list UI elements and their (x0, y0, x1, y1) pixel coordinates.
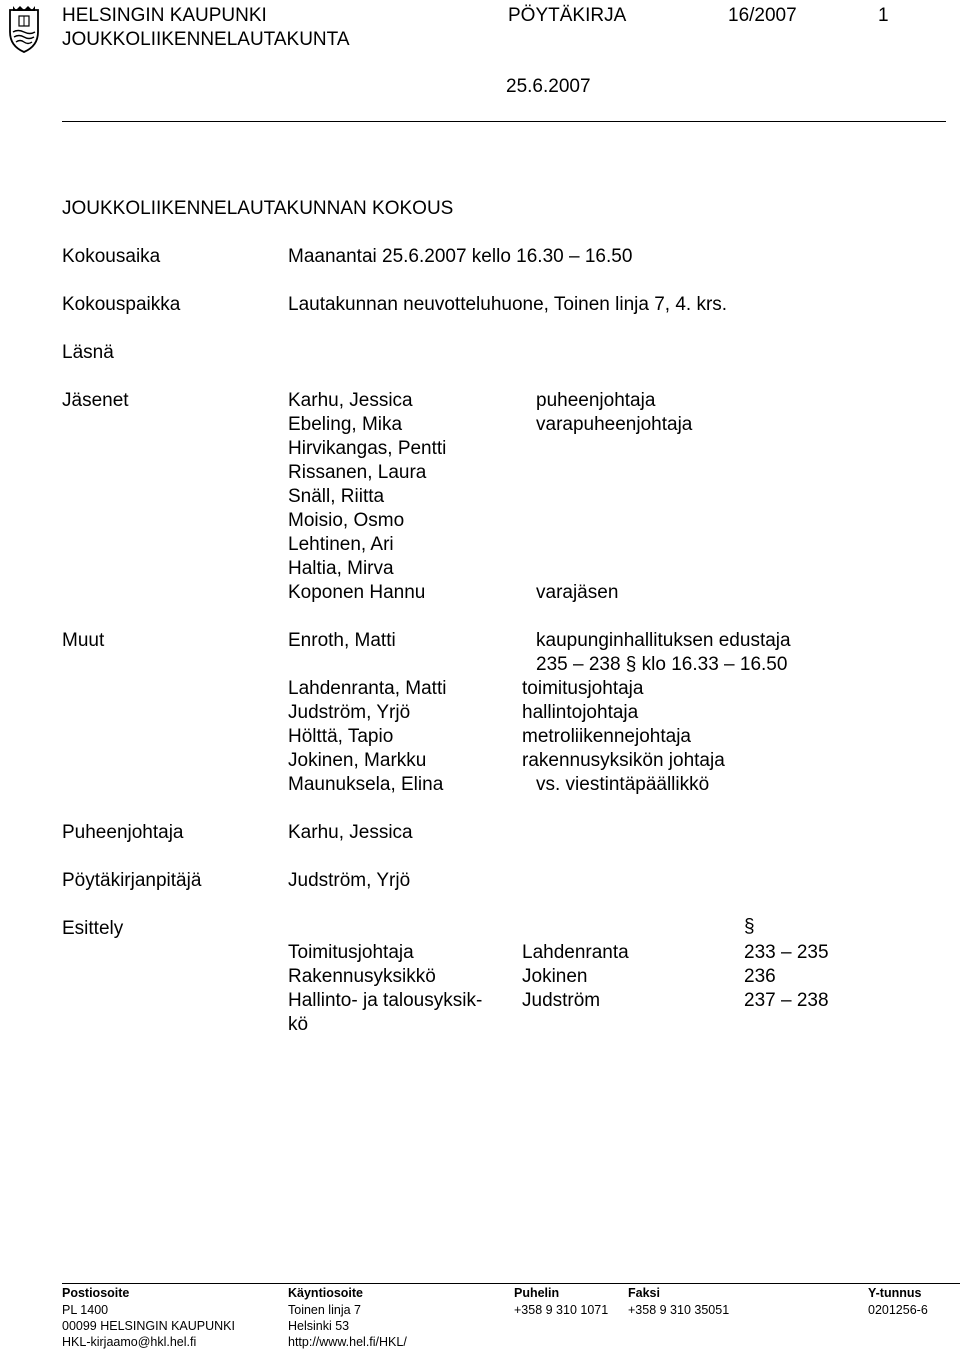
document-type: PÖYTÄKIRJA (508, 5, 627, 26)
presenter-unit: Toimitusjohtaja (288, 942, 414, 963)
member-name: Rissanen, Laura (288, 462, 427, 483)
presenter-person: Lahdenranta (522, 942, 629, 963)
presenter-sections: 237 – 238 (744, 990, 829, 1011)
presenter-unit: Rakennusyksikkö (288, 966, 436, 987)
other-role: kaupunginhallituksen edustaja (536, 630, 791, 651)
footer-postal-line: 00099 HELSINGIN KAUPUNKI (62, 1319, 235, 1333)
presenter-sections: 236 (744, 966, 776, 987)
footer-business-id: 0201256-6 (868, 1303, 928, 1317)
other-role: hallintojohtaja (522, 702, 639, 723)
other-role: toimitusjohtaja (522, 678, 644, 699)
other-name: Hölttä, Tapio (288, 726, 394, 747)
other-role: metroliikennejohtaja (522, 726, 691, 747)
footer-businessid-header: Y-tunnus (868, 1286, 922, 1300)
presenter-sections: 233 – 235 (744, 942, 829, 963)
header-rule (62, 121, 946, 122)
meeting-time-label: Kokousaika (62, 246, 161, 267)
secretary-label: Pöytäkirjanpitäjä (62, 870, 202, 891)
members-label: Jäsenet (62, 390, 129, 411)
org-name: HELSINGIN KAUPUNKI (62, 5, 267, 26)
presenter-person: Jokinen (522, 966, 588, 987)
member-role: varajäsen (536, 582, 619, 603)
footer-postal-header: Postiosoite (62, 1286, 130, 1300)
footer-fax: +358 9 310 35051 (628, 1303, 730, 1317)
member-name: Moisio, Osmo (288, 510, 405, 531)
committee-name: JOUKKOLIIKENNELAUTAKUNTA (62, 29, 350, 50)
meeting-time-value: Maanantai 25.6.2007 kello 16.30 – 16.50 (288, 246, 633, 267)
other-role: rakennusyksikön johtaja (522, 750, 725, 771)
footer-fax-header: Faksi (628, 1286, 660, 1300)
other-name: Maunuksela, Elina (288, 774, 444, 795)
other-name: Jokinen, Markku (288, 750, 427, 771)
section-column-header: § (744, 916, 755, 937)
member-name: Lehtinen, Ari (288, 534, 394, 555)
chair-value: Karhu, Jessica (288, 822, 413, 843)
member-name: Koponen Hannu (288, 582, 426, 603)
presenter-unit-continued: kö (288, 1014, 309, 1035)
presenter-person: Judström (522, 990, 601, 1011)
member-name: Ebeling, Mika (288, 414, 403, 435)
meeting-title: JOUKKOLIIKENNELAUTAKUNNAN KOKOUS (62, 198, 454, 219)
footer-phone-header: Puhelin (514, 1286, 560, 1300)
secretary-value: Judström, Yrjö (288, 870, 411, 891)
footer-visit-line: Toinen linja 7 (288, 1303, 361, 1317)
meeting-place-label: Kokouspaikka (62, 294, 181, 315)
footer-visit-line: Helsinki 53 (288, 1319, 350, 1333)
other-role-sections: 235 – 238 § klo 16.33 – 16.50 (536, 654, 788, 675)
other-name: Lahdenranta, Matti (288, 678, 447, 699)
footer-email-link[interactable]: HKL-kirjaamo@hkl.hel.fi (62, 1335, 197, 1349)
other-role: vs. viestintäpäällikkö (536, 774, 710, 795)
others-label: Muut (62, 630, 105, 651)
footer-phone: +358 9 310 1071 (514, 1303, 609, 1317)
presentation-label: Esittely (62, 918, 124, 939)
helsinki-crest-logo (4, 2, 44, 58)
chair-label: Puheenjohtaja (62, 822, 184, 843)
footer-rule (62, 1283, 960, 1284)
footer-website-link[interactable]: http://www.hel.fi/HKL/ (288, 1335, 407, 1349)
footer-visit-header: Käyntiosoite (288, 1286, 364, 1300)
other-name: Enroth, Matti (288, 630, 396, 651)
presenter-unit: Hallinto- ja talousyksik- (288, 990, 483, 1011)
footer-postal-line: PL 1400 (62, 1303, 109, 1317)
member-role: puheenjohtaja (536, 390, 656, 411)
document-number: 16/2007 (728, 5, 797, 26)
present-label: Läsnä (62, 342, 114, 363)
document-date: 25.6.2007 (506, 76, 591, 97)
member-name: Snäll, Riitta (288, 486, 385, 507)
meeting-place-value: Lautakunnan neuvotteluhuone, Toinen linja 7, 4. krs. (288, 294, 728, 315)
member-role: varapuheenjohtaja (536, 414, 693, 435)
member-name: Haltia, Mirva (288, 558, 394, 579)
page-number: 1 (878, 5, 889, 26)
member-name: Karhu, Jessica (288, 390, 413, 411)
member-name: Hirvikangas, Pentti (288, 438, 447, 459)
other-name: Judström, Yrjö (288, 702, 411, 723)
